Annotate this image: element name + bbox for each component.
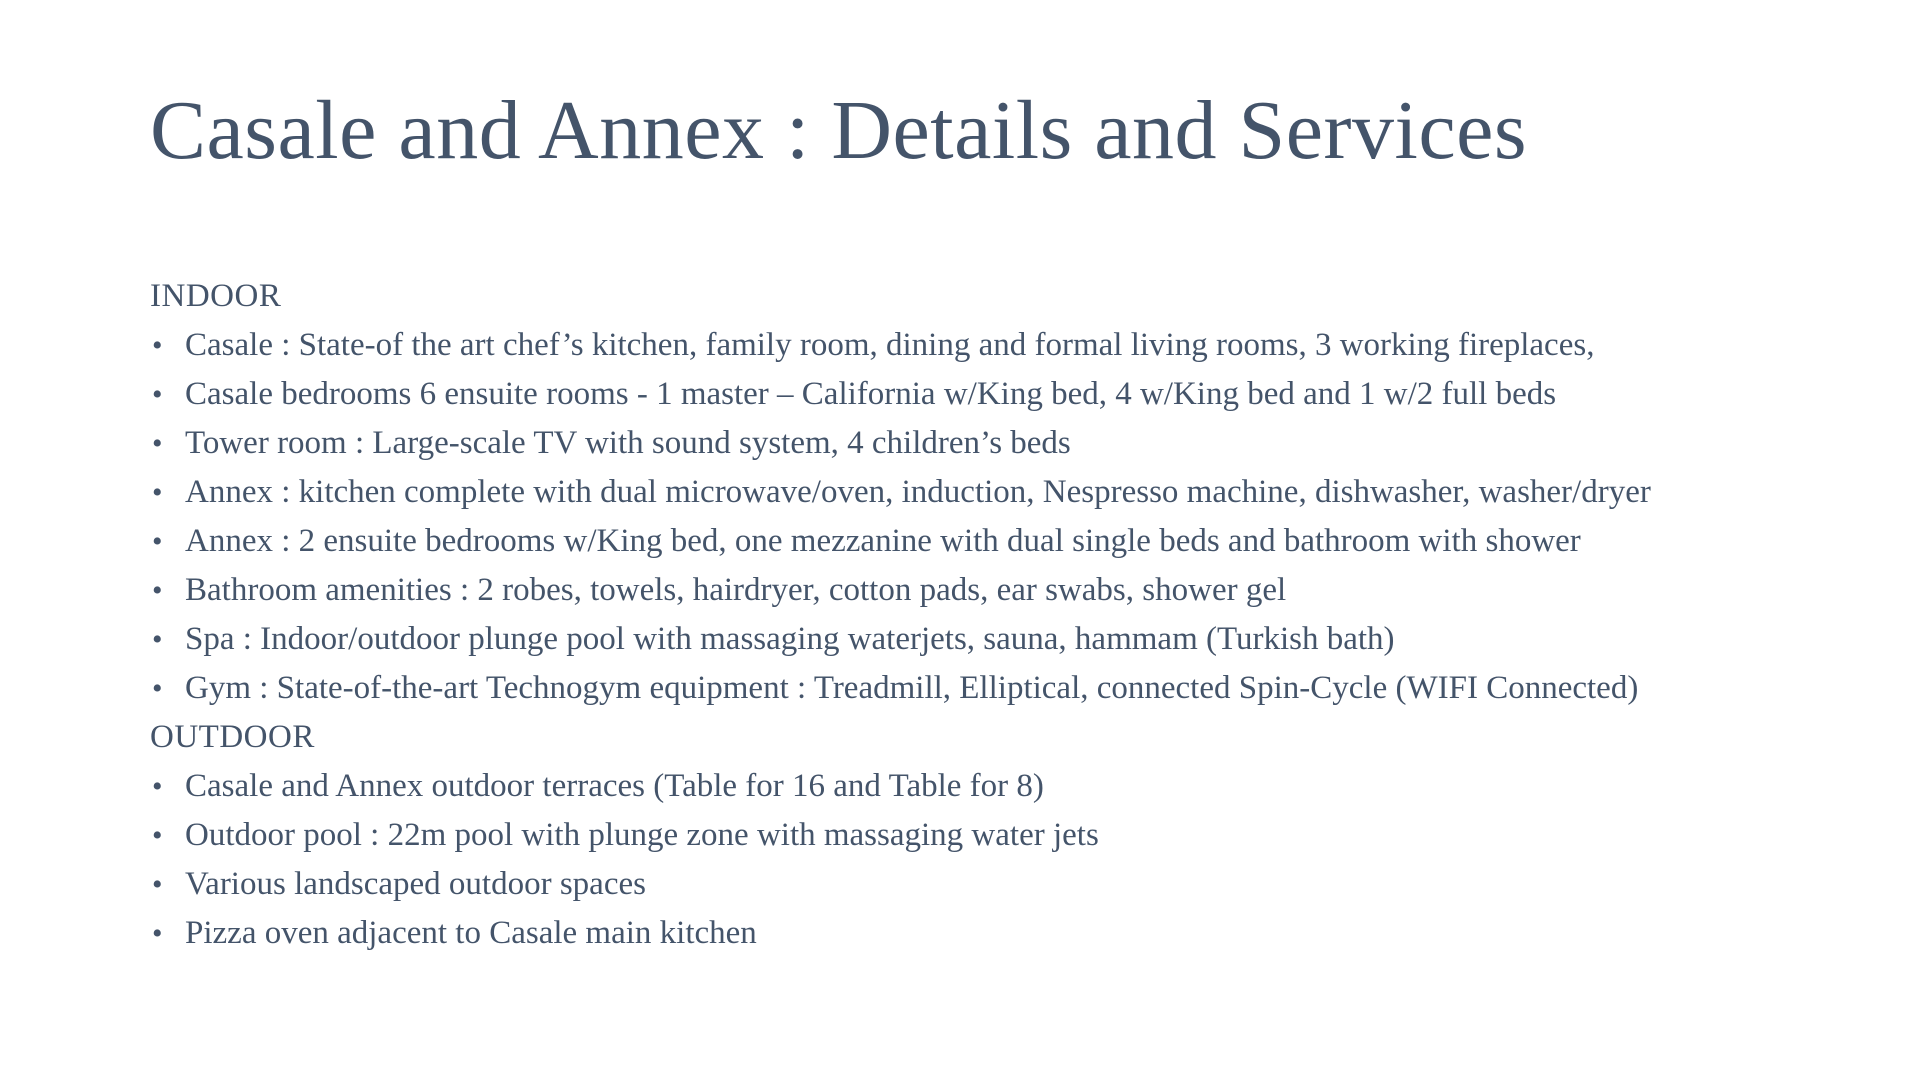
bullet-item: • Casale bedrooms 6 ensuite rooms - 1 master – California w/King bed, 4 w/King bed and 1 w/2 full beds — [150, 370, 1790, 419]
bullet-item: • Casale : State-of the art chef’s kitchen, family room, dining and formal living rooms, 3 working fireplaces, — [150, 321, 1790, 370]
bullet-item: • Gym : State-of-the-art Technogym equipment : Treadmill, Elliptical, connected Spin-Cycle (WIFI Connected) — [150, 664, 1790, 713]
bullet-item: • Outdoor pool : 22m pool with plunge zone with massaging water jets — [150, 811, 1790, 860]
section-heading-outdoor: OUTDOOR — [150, 719, 315, 755]
slide-title: Casale and Annex : Details and Services — [150, 84, 1528, 177]
slide-body — [150, 272, 1790, 958]
bullet-item: • Casale and Annex outdoor terraces (Table for 16 and Table for 8) — [150, 762, 1790, 811]
bullet-list-outdoor — [150, 762, 1790, 958]
bullet-item: • Annex : 2 ensuite bedrooms w/King bed, one mezzanine with dual single beds and bathroom with shower — [150, 517, 1790, 566]
bullet-item: • Spa : Indoor/outdoor plunge pool with massaging waterjets, sauna, hammam (Turkish bath) — [150, 615, 1790, 664]
bullet-item: • Pizza oven adjacent to Casale main kitchen — [150, 909, 1790, 958]
section-heading-indoor: INDOOR — [150, 278, 282, 314]
bullet-item: • Annex : kitchen complete with dual microwave/oven, induction, Nespresso machine, dishwasher, washer/dryer — [150, 468, 1790, 517]
bullet-list-indoor — [150, 321, 1790, 713]
bullet-item: • Tower room : Large-scale TV with sound system, 4 children’s beds — [150, 419, 1790, 468]
bullet-item: • Various landscaped outdoor spaces — [150, 860, 1790, 909]
bullet-item: • Bathroom amenities : 2 robes, towels, hairdryer, cotton pads, ear swabs, shower gel — [150, 566, 1790, 615]
